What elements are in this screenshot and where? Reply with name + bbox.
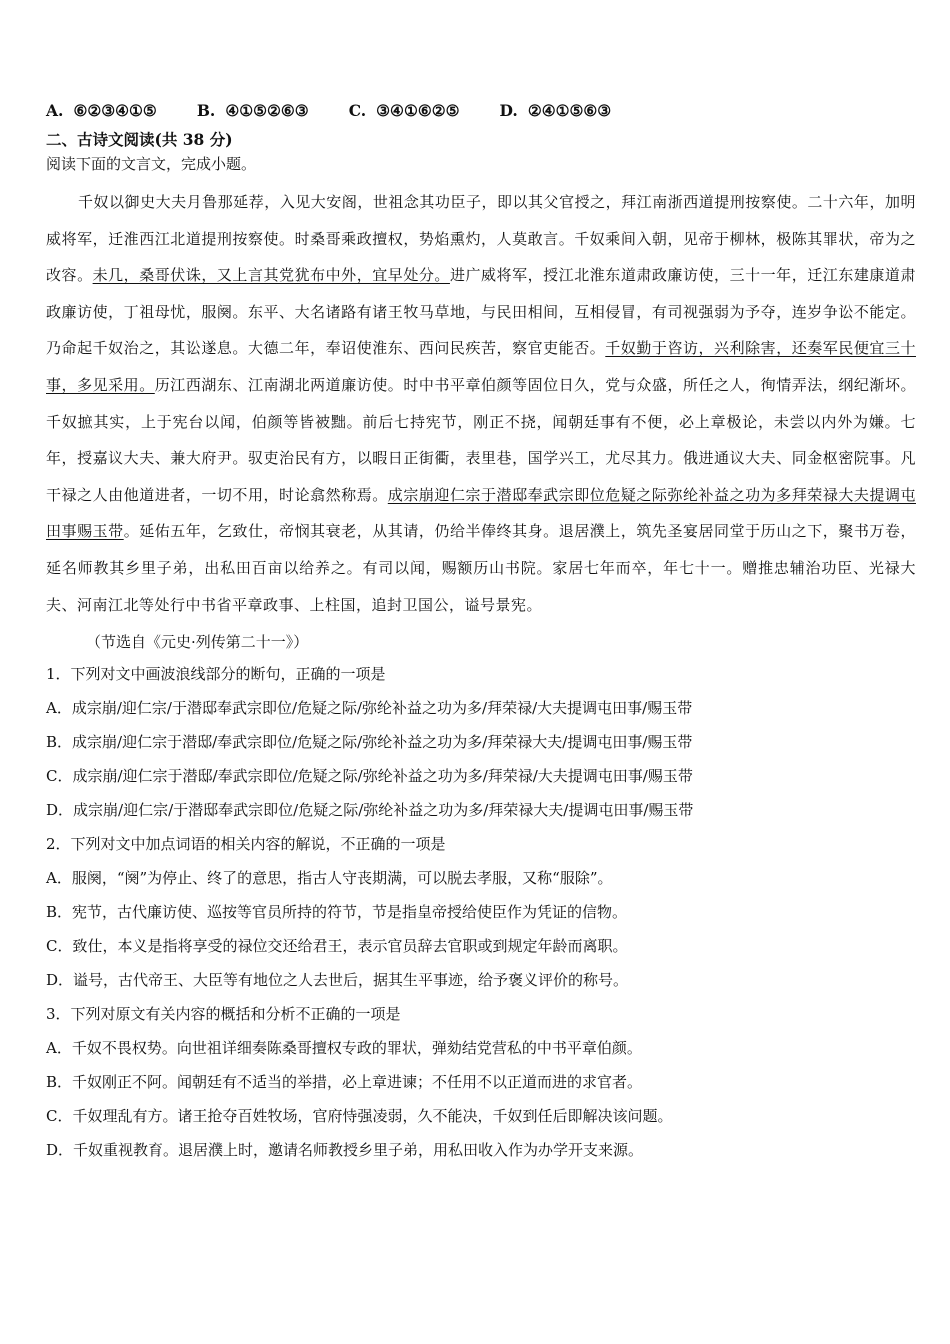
answer-option[interactable]: A．千奴不畏权势。向世祖详细奏陈桑哥擅权专政的罪状，弹劾结党营私的中书平章伯颜。 (46, 1039, 642, 1058)
option-b[interactable] (197, 96, 309, 126)
question-1 (46, 657, 916, 827)
answer-option[interactable]: B．成宗崩/迎仁宗于潜邸/奉武宗即位/危疑之际/弥纶补益之功为多/拜荣禄大夫/提调屯田事/赐玉带 (46, 733, 693, 752)
answer-option[interactable]: B．宪节，古代廉访使、巡按等官员所持的符节，节是指皇帝授给使臣作为凭证的信物。 (46, 903, 628, 922)
underlined-sentence: 千奴勤于咨访，兴利除害，还奏军民便宜三十事，多见采用。 (46, 339, 916, 394)
answer-option[interactable]: B．千奴刚正不阿。闻朝廷有不适当的举措，必上章进谏；不任用不以正道而进的求官者。 (46, 1073, 643, 1092)
question-3 (46, 997, 916, 1167)
answer-option[interactable]: D．谥号，古代帝王、大臣等有地位之人去世后，据其生平事迹，给予褒义评价的称号。 (46, 971, 629, 990)
section-title: 二、古诗文阅读(共 38 分) (46, 130, 233, 149)
passage-text: 进广威将军，授江北淮东道肃政廉访使，三十一年，迁江东建康道肃政廉访使，丁祖母忧，服阕。东平、大名诸路有诸王牧马草地，与民田相间，互相侵冒，有司视强弱为予夺，连岁争讼不能定。乃命起千奴治之，其讼遂息。大德二年，奉诏使淮东、西问民疾苦，察官吏能否。 (46, 266, 916, 358)
question-2 (46, 827, 916, 997)
option-d[interactable] (500, 96, 612, 126)
previous-question-options (46, 96, 916, 126)
answer-option[interactable]: A．服阕，“阕”为停止、终了的意思，指古人守丧期满，可以脱去孝服，又称“服除”。 (46, 869, 613, 888)
question-stem: 3．下列对原文有关内容的概括和分析不正确的一项是 (46, 1005, 401, 1024)
passage-text: 。延佑五年，乞致仕，帝悯其衰老，从其请，仍给半俸终其身。退居濮上，筑先圣宴居同堂于历山之下，聚书万卷，延名师教其乡里子弟，出私田百亩以给养之。有司以闻，赐额历山书院。家居七年而卒，年七十一。赠推忠辅治功臣、光禄大夫、河南江北等处行中书省平章政事、上柱国，追封卫国公，谥号景宪。 (46, 522, 916, 614)
question-stem: 1．下列对文中画波浪线部分的断句，正确的一项是 (46, 665, 386, 684)
exam-page (46, 96, 916, 1167)
answer-option[interactable]: D．成宗崩/迎仁宗/于潜邸奉武宗即位/危疑之际/弥纶补益之功为多/拜荣禄大夫/提调屯田事/赐玉带 (46, 801, 694, 820)
answer-option[interactable]: C．致仕，本义是指将享受的禄位交还给君王，表示官员辞去官职或到规定年龄而离职。 (46, 937, 628, 956)
option-letter: D. (499, 101, 518, 120)
option-a[interactable] (46, 96, 157, 126)
option-text: ⑥②③④①⑤ (73, 101, 157, 120)
option-text: ③④①⑥②⑤ (376, 101, 460, 120)
option-letter: A. (46, 101, 64, 120)
wavy-underlined-sentence: 成宗崩迎仁宗于潜邸奉武宗即位危疑之际弥纶补益之功为多拜荣禄大夫提调屯田事赐玉带 (46, 485, 916, 541)
option-c[interactable] (349, 96, 460, 126)
passage-text: 历江西湖东、江南湖北两道廉访使。时中书平章伯颜等固位日久，党与众盛，所任之人，徇情弄法，纲纪渐坏。千奴摭其实，上于宪台以闻，伯颜等皆被黜。前后七持宪节，刚正不挠，闻朝廷事有不便，必上章极论，未尝以内外为嫌。七年，授嘉议大夫、兼大府尹。驭吏治民有方，以暇日正街衢，表里巷，国学兴工，尤尽其力。俄进通议大夫、同金枢密院事。凡干禄之人由他道进者，一切不用，时论翕然称焉。 (46, 375, 916, 504)
question-stem: 2．下列对文中加点词语的相关内容的解说，不正确的一项是 (46, 835, 446, 854)
answer-option[interactable]: C．成宗崩/迎仁宗于潜邸/奉武宗即位/危疑之际/弥纶补益之功为多/拜荣禄/大夫提调屯田事/赐玉带 (46, 767, 693, 786)
option-text: ④①⑤②⑥③ (225, 101, 309, 120)
underlined-sentence: 未几，桑哥伏诛，又上言其党犹布中外，宜早处分。 (92, 266, 450, 285)
option-text: ②④①⑤⑥③ (527, 101, 612, 120)
option-letter: C. (348, 101, 367, 120)
passage-source: （节选自《元史·列传第二十一》） (86, 633, 309, 652)
option-letter: B. (196, 101, 216, 120)
passage-text: 千奴以御史大夫月鲁那延荐，入见大安阁，世祖念其功臣子，即以其父官授之，拜江南浙西道提刑按察使。二十六年，加明威将军，迁淮西江北道提刑按察使。时桑哥乘政擅权，势焰熏灼，人莫敢言。千奴乘间入朝，见帝于柳林，极陈其罪状，帝为之改容。 (46, 193, 916, 285)
answer-option[interactable]: A．成宗崩/迎仁宗/于潜邸奉武宗即位/危疑之际/弥纶补益之功为多/拜荣禄/大夫提调屯田事/赐玉带 (46, 699, 693, 718)
answer-option[interactable]: D．千奴重视教育。退居濮上时，邀请名师教授乡里子弟，用私田收入作为办学开支来源。 (46, 1141, 644, 1160)
classical-passage (46, 184, 916, 623)
instruction: 阅读下面的文言文，完成小题。 (46, 155, 257, 173)
answer-option[interactable]: C．千奴理乱有方。诸王抢夺百姓牧场，官府恃强凌弱，久不能决，千奴到任后即解决该问题。 (46, 1107, 673, 1126)
